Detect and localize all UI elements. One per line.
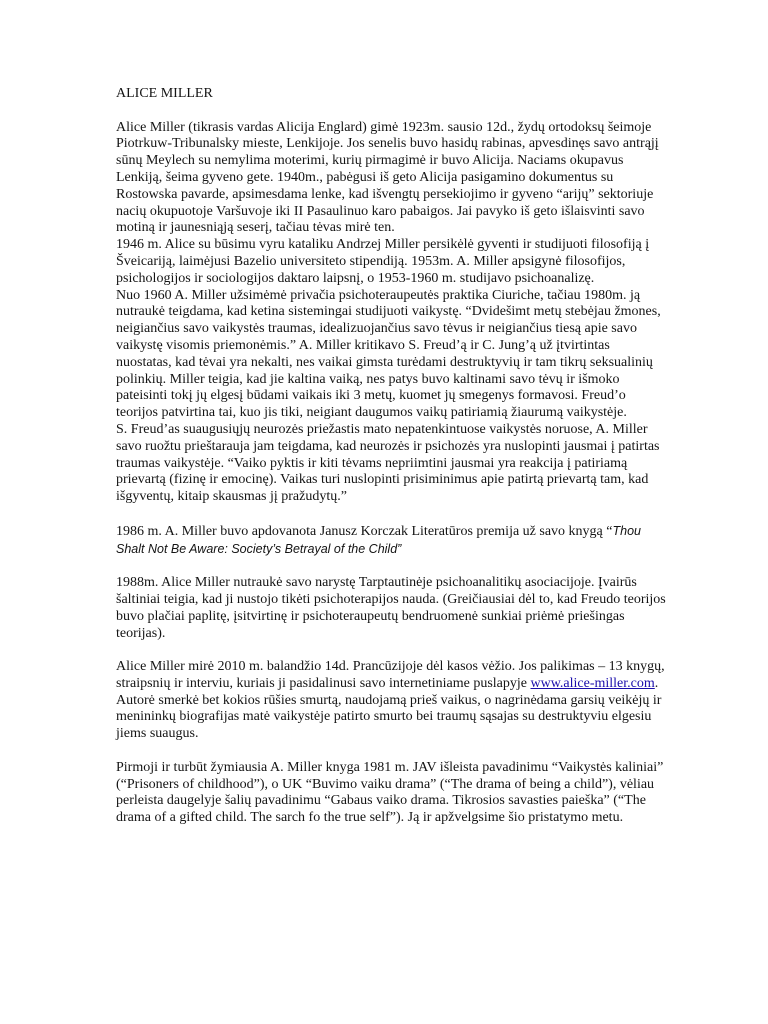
legacy-text: Alice Miller mirė 2010 m. balandžio 14d. Prancūzijoje dėl kasos vėžio. Jos palikimas – 13 knygų, straipsnių ir interviu, kuriais ji pasidalinusi savo internetiniame puslapyje bbox=[116, 659, 665, 691]
document-page bbox=[116, 86, 668, 827]
book-title: Thou Shalt Not Be Aware: Society’s Betrayal of the Child bbox=[116, 523, 641, 556]
paragraph-resignation: 1988m. Alice Miller nutraukė savo narystę Tarptautinėje psichoanalitikų asociacijoje. Įvairūs šaltiniai teigia, kad ji nustojo tikėti psichoterapijos nauda. (Greičiausiai dėl to, kad Freudo teorijos buvo plačiai paplitę, įsitvirtinę ir psichoteraupeutų bendruomenė sunkiai priėmė priešingas teorijas). bbox=[116, 575, 666, 641]
paragraph-studies: 1946 m. Alice su būsimu vyru kataliku Andrzej Miller persikėlė gyventi ir studijuoti filosofiją į Šveicariją, laimėjusi Bazelio universiteto stipendiją. 1953m. A. Miller apsigynė filosofijos, psichologijos ir sociologijos daktaro laipsnį, o 1953-1960 m. studijavo psichoanalizę. bbox=[116, 237, 650, 286]
paragraph-death-legacy bbox=[116, 659, 668, 743]
paragraph-biography-early: Alice Miller (tikrasis vardas Alicija Englard) gimė 1923m. sausio 12d., žydų ortodoksų šeimoje Piotrkuw-Tribunalsky mieste, Lenkijoje. Jos senelis buvo hasidų rabinas, apvesdinęs savo antrąjį sūnų Meylech su nemylima moterimi, kurių pirmagimė ir buvo Alicija. Naciams okupavus Lenkiją, šeima gyveno gete. 1940m., pabėgusi iš geto Alicija pasigamino dokumentus su Rostowska pavarde, apsimesdama lenke, kad išvengtų persekiojimo ir gyveno “arijų” sektoriuje nacių okupuotoje Varšuvoje iki II Pasaulinuo karo pabaigos. Jai pavyko iš geto išlaisvinti savo motiną ir jaunesniąją seserį, tačiau tėvas mirė ten. bbox=[116, 119, 659, 236]
legacy-text-rest: . Autorė smerkė bet kokios rūšies smurtą, naudojamą prieš vaikus, o nagrinėdama garsių veikėjų ir menininkų biografijas matė vaikystėje patirto smurto bei traumų sąsajas su destruktyviu elgesiu jiems suaugus. bbox=[116, 675, 662, 742]
paragraph-first-book: Pirmoji ir turbūt žymiausia A. Miller knyga 1981 m. JAV išleista pavadinimu “Vaikystės kaliniai” (“Prisoners of childhood”), o UK “Buvimo vaiku drama” (“The drama of being a child”), vėliau perleista daugelyje šalių pavadinimu “Gabaus vaiko drama. Tikrosios savasties paieška” (“The drama of a gifted child. The sarch fo the true self”). Ją ir apžvelgsime šio pristatymo metu. bbox=[116, 759, 664, 826]
award-text: 1986 m. A. Miller buvo apdovanota Janusz Korczak Literatūros premija už savo knygą “ bbox=[116, 523, 613, 539]
book-title-close-quote: ” bbox=[397, 541, 402, 556]
paragraph-practice: Nuo 1960 A. Miller užsimėmė privačia psichoteraupeutės praktika Ciuriche, tačiau 1980m. ją nutraukė teigdama, kad ketina sistemingai studijuoti vaikystę. “Dvidešimt metų stebėjau žmones, neigiančius savo vaikystės traumas, idealizuojančius savo tėvus ir neigiančius tiesą apie savo vaikystę visomis priemonėmis.” A. Miller kritikavo S. Freud’ą ir C. Jung’ą už įtvirtintas nuostatas, kad tėvai yra nekalti, nes vaikai gimsta turėdami destruktyvių ir tam tikrų seksualinių polinkių. Miller teigia, kad jie kaltina vaiką, nes patys buvo kaltinami savo tėvų ir išmoko pateisinti tokį jų elgesį būdami vaikais iki 3 metų, kuomet jų smegenys formavosi. Freud’o teorijos patvirtina tai, kuo jis tiki, neigiant daugumos vaikų patiriamią žiaurumą vaikystėje. bbox=[116, 287, 661, 421]
paragraph-award bbox=[116, 523, 668, 559]
website-link[interactable]: www.alice-miller.com bbox=[530, 675, 655, 691]
paragraph-freud-critique: S. Freud’as suaugusiųjų neurozės priežastis mato nepatenkintuose vaikystės noruose, A. Miller savo ruožtu prieštarauja jam teigdama, kad neurozės ir psichozės yra nuslopinti jausmai į patirtas traumas vaikystėje. “Vaiko pyktis ir kiti tėvams nepriimtini jausmai yra reakcija į patiriamą prievartą (fizinę ir emocinę). Vaikas turi nuslopinti prisiminimus apie patirtą prievartą tam, kad išgyventų, kitaip skausmas jį pražudytų.” bbox=[116, 421, 660, 505]
document-title: ALICE MILLER bbox=[116, 86, 213, 101]
